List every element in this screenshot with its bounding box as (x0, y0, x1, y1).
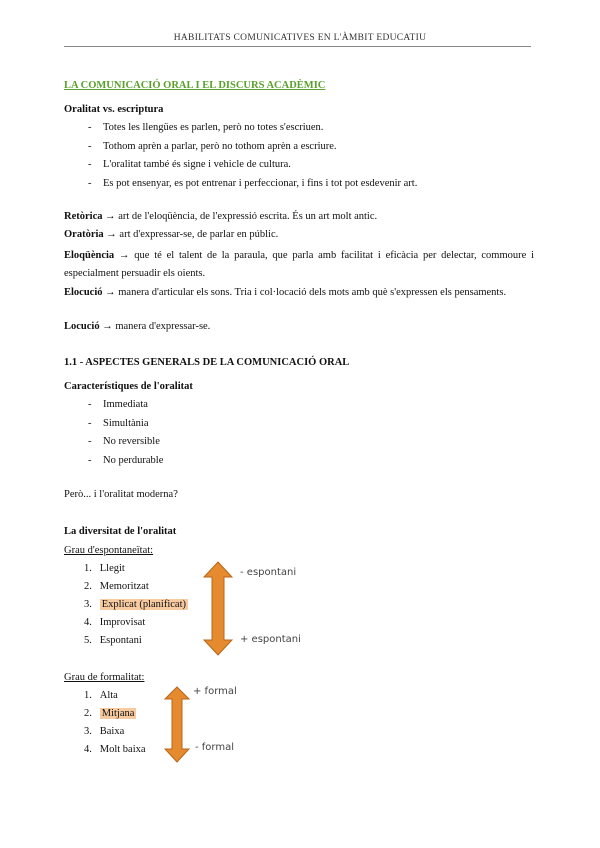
list-item: Totes les llengües es parlen, però no totes s'escriuen. (103, 122, 324, 133)
definition-term: Oratòria (64, 229, 104, 240)
diversitat-heading: La diversitat de l'oralitat (64, 526, 177, 537)
espontaneitat-label: Grau d'espontaneïtat: (64, 545, 154, 556)
espontaneitat-double-arrow-icon (203, 561, 233, 656)
definition-text: → que té el talent de la paraula, que parla amb facilitat i eficàcia per delectar, commoure i especialment persuadir els oients. (64, 250, 535, 279)
list-item: No perdurable (103, 455, 164, 466)
definition-eloquencia (64, 247, 534, 283)
list-item: 1. Llegit (84, 563, 125, 574)
question-text: Però... i l'oralitat moderna? (64, 489, 178, 500)
definition-text: → art d'expressar-se, de parlar en públic. (106, 229, 279, 240)
bullet-dash: - (88, 122, 92, 133)
definition-text: → manera d'expressar-se. (102, 321, 211, 332)
bullet-dash: - (88, 178, 92, 189)
arrow-top-label: - espontani (240, 567, 297, 578)
definition-locucio (64, 321, 210, 334)
bullet-dash: - (88, 399, 92, 410)
bullet-dash: - (88, 418, 92, 429)
subsection-title: 1.1 - ASPECTES GENERALS DE LA COMUNICACIÓ ORAL (64, 357, 350, 368)
list-item: No reversible (103, 436, 160, 447)
list-item: 5. Espontani (84, 635, 142, 646)
definition-term: Retòrica (64, 211, 103, 222)
list-item-highlighted: 2. Mitjana (84, 708, 135, 719)
list-item: 4. Molt baixa (84, 744, 146, 755)
arrow-bottom-label: - formal (195, 742, 235, 753)
formalitat-double-arrow-icon (164, 686, 190, 763)
arrow-top-label: + formal (193, 686, 237, 697)
definition-oratoria (64, 229, 278, 242)
list-item: 3. Baixa (84, 726, 125, 737)
definition-retorica (64, 211, 377, 224)
list-item: L'oralitat també és signe i vehicle de cultura. (103, 159, 291, 170)
header-divider (64, 46, 531, 47)
oralitat-heading: Oralitat vs. escriptura (64, 104, 164, 115)
definition-term: Eloqüència (64, 250, 115, 261)
list-item: Immediata (103, 399, 148, 410)
list-item: Es pot ensenyar, es pot entrenar i perfeccionar, i fins i tot pot esdevenir art. (103, 178, 418, 189)
bullet-dash: - (88, 436, 92, 447)
definition-text: → art de l'eloqüència, de l'expressió escrita. És un art molt antic. (105, 211, 378, 222)
caracteristiques-heading: Característiques de l'oralitat (64, 381, 193, 392)
definition-text: → manera d'articular els sons. Tria i col·locació dels mots amb què s'expressen els pensaments. (105, 287, 507, 298)
section-title: LA COMUNICACIÓ ORAL I EL DISCURS ACADÈMIC (64, 80, 326, 91)
list-item: 1. Alta (84, 690, 118, 701)
bullet-dash: - (88, 455, 92, 466)
definition-term: Locució (64, 321, 100, 332)
list-item: 4. Improvisat (84, 617, 146, 628)
definition-term: Elocució (64, 287, 103, 298)
list-item: Tothom aprèn a parlar, però no tothom aprèn a escriure. (103, 141, 337, 152)
arrow-bottom-label: + espontani (240, 634, 301, 645)
list-item: 2. Memoritzat (84, 581, 149, 592)
formalitat-label: Grau de formalitat: (64, 672, 145, 683)
list-item: Simultània (103, 418, 149, 429)
bullet-dash: - (88, 159, 92, 170)
list-item-highlighted: 3. Explicat (planificat) (84, 599, 187, 610)
bullet-dash: - (88, 141, 92, 152)
definition-elocucio (64, 284, 534, 302)
page-header: HABILITATS COMUNICATIVES EN L'ÀMBIT EDUCATIU (173, 33, 427, 43)
